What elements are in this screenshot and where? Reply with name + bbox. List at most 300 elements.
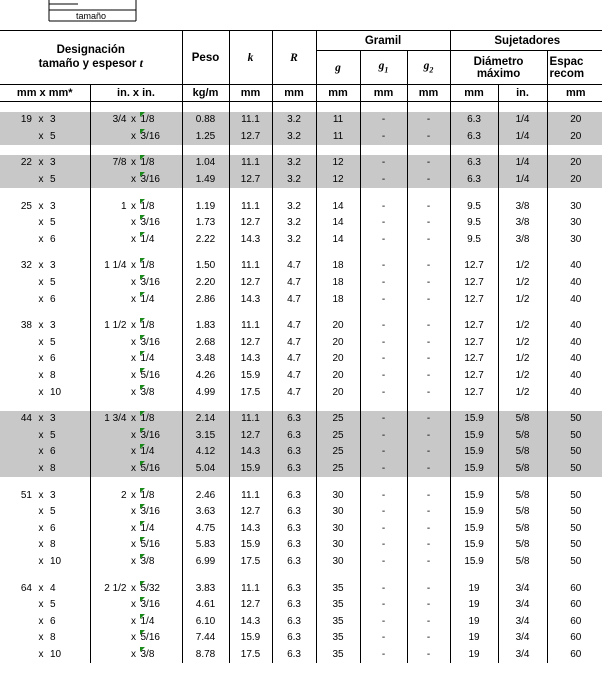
peso-cell: 7.44 (182, 630, 229, 647)
mm-part: x (38, 386, 44, 398)
spacer-cell (272, 308, 316, 318)
diametro-label: Diámetro (473, 55, 524, 68)
spacer-cell (0, 145, 90, 155)
spacer-cell (229, 570, 272, 580)
espac-cell: 50 (547, 461, 602, 478)
in-designation-cell (90, 291, 182, 308)
mm-part: x (38, 446, 44, 458)
table-row (0, 384, 602, 401)
g2-cell: - (407, 384, 450, 401)
k-cell: 17.5 (229, 647, 272, 664)
r-cell: 4.7 (272, 258, 316, 275)
in-designation-cell (90, 504, 182, 521)
spacer-cell (0, 477, 90, 487)
k-cell: 15.9 (229, 630, 272, 647)
g2-cell: - (407, 318, 450, 335)
peso-cell: 1.04 (182, 155, 229, 172)
spacer-cell (407, 570, 450, 580)
mm-designation-cell (0, 461, 90, 478)
g2-cell: - (407, 444, 450, 461)
g1-header (360, 51, 407, 85)
diam-mm-cell: 9.5 (450, 215, 498, 232)
spacer-cell (90, 145, 182, 155)
diam-mm-cell: 15.9 (450, 554, 498, 571)
peso-cell: 3.48 (182, 351, 229, 368)
mm-part: x (38, 217, 44, 229)
g1-cell: - (360, 411, 407, 428)
g2-cell: - (407, 630, 450, 647)
diam-mm-cell: 12.7 (450, 258, 498, 275)
spacer-cell (498, 570, 547, 580)
in-part: 1 1/2 (104, 320, 127, 332)
diam-in-cell: 3/8 (498, 198, 547, 215)
mm-designation-cell (0, 232, 90, 249)
r-cell: 3.2 (272, 198, 316, 215)
in-part: x (131, 615, 136, 627)
diam-in-cell: 5/8 (498, 428, 547, 445)
spacer-cell (316, 188, 360, 198)
spacer-cell (316, 145, 360, 155)
maximo-label: máximo (476, 67, 521, 80)
espac-cell: 50 (547, 504, 602, 521)
diam-in-cell: 1/4 (498, 172, 547, 189)
r-cell: 3.2 (272, 155, 316, 172)
g1-cell: - (360, 112, 407, 129)
diam-mm-cell: 6.3 (450, 129, 498, 146)
in-designation-cell (90, 411, 182, 428)
k-cell: 14.3 (229, 613, 272, 630)
table-row (0, 351, 602, 368)
unit-cell: mm (360, 85, 407, 102)
in-part: x (131, 233, 136, 245)
diam-in-cell: 1/2 (498, 335, 547, 352)
mm-part: 3 (50, 260, 56, 272)
spacer-cell (316, 570, 360, 580)
designation-title: Designación (56, 44, 125, 56)
mm-part: x (38, 615, 44, 627)
in-part: 3/8 (141, 647, 173, 663)
in-designation-cell (90, 630, 182, 647)
spacer-cell (0, 102, 90, 113)
in-part: 1/4 (141, 232, 173, 248)
g-cell: 35 (316, 597, 360, 614)
mm-designation-cell (0, 215, 90, 232)
table-row (0, 411, 602, 428)
espac-cell: 20 (547, 129, 602, 146)
spacer-cell (272, 145, 316, 155)
mm-part: x (38, 293, 44, 305)
mm-designation-cell (0, 129, 90, 146)
in-part: 1 1/4 (104, 260, 127, 272)
group-spacer (0, 145, 602, 155)
mm-designation-cell (0, 112, 90, 129)
in-part: 3/16 (141, 172, 173, 188)
diam-in-cell: 1/2 (498, 318, 547, 335)
diam-in-cell: 3/4 (498, 580, 547, 597)
spacer-cell (272, 248, 316, 258)
r-cell: 6.3 (272, 444, 316, 461)
mm-designation-cell (0, 291, 90, 308)
diam-mm-cell: 15.9 (450, 537, 498, 554)
g2-cell: - (407, 155, 450, 172)
in-part: 3/16 (141, 428, 173, 444)
diam-mm-cell: 19 (450, 580, 498, 597)
k-cell: 17.5 (229, 384, 272, 401)
espac-cell: 40 (547, 368, 602, 385)
spacer-cell (229, 308, 272, 318)
peso-cell: 1.50 (182, 258, 229, 275)
diam-mm-cell: 12.7 (450, 351, 498, 368)
spacer-cell (0, 188, 90, 198)
k-cell: 11.1 (229, 198, 272, 215)
r-cell: 6.3 (272, 487, 316, 504)
peso-cell: 1.19 (182, 198, 229, 215)
in-part: 1/8 (141, 199, 173, 215)
in-part: 1/4 (141, 292, 173, 308)
in-designation-cell (90, 384, 182, 401)
spacer-cell (90, 102, 182, 113)
g-cell: 30 (316, 504, 360, 521)
g-cell: 20 (316, 318, 360, 335)
g1-letter: g (378, 60, 385, 73)
in-part: 1/4 (141, 444, 173, 460)
in-designation-cell (90, 613, 182, 630)
espac-cell: 50 (547, 537, 602, 554)
g-cell: 35 (316, 613, 360, 630)
g2-cell: - (407, 232, 450, 249)
spacer-cell (229, 401, 272, 411)
r-cell: 3.2 (272, 112, 316, 129)
diam-mm-cell: 15.9 (450, 411, 498, 428)
r-cell: 3.2 (272, 215, 316, 232)
mm-part: x (38, 130, 44, 142)
in-part: 7/8 (112, 157, 127, 169)
mm-part: x (38, 277, 44, 289)
g1-cell: - (360, 384, 407, 401)
k-cell: 12.7 (229, 275, 272, 292)
mm-part: x (38, 599, 44, 611)
g2-cell: - (407, 554, 450, 571)
mm-designation-cell (0, 504, 90, 521)
r-cell: 6.3 (272, 647, 316, 664)
diam-in-cell: 3/4 (498, 647, 547, 664)
sujetadores-header: Sujetadores (450, 31, 602, 51)
espac-cell: 20 (547, 112, 602, 129)
in-part: 1/4 (141, 521, 173, 537)
spacer-cell (547, 401, 602, 411)
in-designation-cell (90, 428, 182, 445)
g2-cell: - (407, 291, 450, 308)
table-body (0, 102, 602, 664)
peso-cell: 4.75 (182, 520, 229, 537)
table-row (0, 291, 602, 308)
diam-in-cell: 1/2 (498, 384, 547, 401)
mm-designation-cell (0, 384, 90, 401)
in-part: x (131, 353, 136, 365)
diam-mm-cell: 15.9 (450, 504, 498, 521)
spacer-cell (498, 477, 547, 487)
g2-cell: - (407, 537, 450, 554)
g-cell: 18 (316, 275, 360, 292)
k-cell: 14.3 (229, 232, 272, 249)
g2-cell: - (407, 647, 450, 664)
g-cell: 12 (316, 172, 360, 189)
mm-part: x (38, 555, 44, 567)
mm-part: 5 (50, 174, 56, 186)
mm-designation-cell (0, 597, 90, 614)
designation-subtitle (0, 56, 182, 71)
mm-designation-cell (0, 411, 90, 428)
diagram-label: tamaño (76, 11, 107, 21)
in-part: 3/8 (141, 554, 173, 570)
spacer-cell (182, 188, 229, 198)
g1-sub: 1 (384, 65, 389, 75)
g1-cell: - (360, 172, 407, 189)
in-part: 2 1/2 (104, 582, 127, 594)
spacer-cell (360, 188, 407, 198)
g2-cell: - (407, 172, 450, 189)
peso-cell: 5.04 (182, 461, 229, 478)
mm-part: x (38, 522, 44, 534)
mm-designation-cell (0, 198, 90, 215)
in-designation-cell (90, 647, 182, 664)
spacer-cell (450, 401, 498, 411)
in-part: 1/8 (141, 155, 173, 171)
mm-part: 6 (50, 446, 56, 458)
g-cell: 25 (316, 428, 360, 445)
in-designation-cell (90, 580, 182, 597)
r-cell: 6.3 (272, 537, 316, 554)
in-part: x (131, 174, 136, 186)
peso-cell: 5.83 (182, 537, 229, 554)
g2-header (407, 51, 450, 85)
spacer-cell (316, 477, 360, 487)
table-row (0, 428, 602, 445)
mm-part: 22 (20, 157, 32, 169)
k-cell: 12.7 (229, 215, 272, 232)
diam-in-cell: 1/4 (498, 112, 547, 129)
group-spacer (0, 477, 602, 487)
spacer-cell (450, 188, 498, 198)
diam-mm-cell: 12.7 (450, 275, 498, 292)
in-designation-cell (90, 487, 182, 504)
mm-designation-cell (0, 428, 90, 445)
g-cell: 20 (316, 335, 360, 352)
in-part: 3/16 (141, 129, 173, 145)
spacer-cell (0, 570, 90, 580)
diam-mm-cell: 15.9 (450, 487, 498, 504)
spacer-cell (450, 570, 498, 580)
diam-mm-cell: 9.5 (450, 232, 498, 249)
mm-part: 51 (20, 489, 32, 501)
in-designation-cell (90, 232, 182, 249)
espac-cell: 40 (547, 258, 602, 275)
diam-mm-cell: 6.3 (450, 112, 498, 129)
r-header: R (272, 31, 316, 85)
in-part: x (131, 114, 136, 126)
g-cell: 35 (316, 580, 360, 597)
mm-designation-cell (0, 318, 90, 335)
mm-part: 6 (50, 615, 56, 627)
spacer-cell (547, 248, 602, 258)
group-spacer (0, 248, 602, 258)
g2-cell: - (407, 258, 450, 275)
in-part: 5/16 (141, 368, 173, 384)
g2-cell: - (407, 215, 450, 232)
g-cell: 25 (316, 461, 360, 478)
spacer-cell (547, 188, 602, 198)
spacer-cell (407, 477, 450, 487)
table-row (0, 275, 602, 292)
in-part: x (131, 506, 136, 518)
designation-header (0, 31, 182, 85)
mm-designation-cell (0, 630, 90, 647)
in-part: 1/8 (141, 411, 173, 427)
g1-cell: - (360, 487, 407, 504)
in-part: x (131, 260, 136, 272)
mm-part: x (38, 370, 44, 382)
espac-cell: 50 (547, 444, 602, 461)
peso-cell: 4.99 (182, 384, 229, 401)
diam-mm-cell: 15.9 (450, 461, 498, 478)
g-cell: 20 (316, 384, 360, 401)
mm-part: 5 (50, 429, 56, 441)
g2-cell: - (407, 487, 450, 504)
spacer-cell (498, 401, 547, 411)
in-part: x (131, 446, 136, 458)
k-cell: 14.3 (229, 520, 272, 537)
spacer-cell (450, 248, 498, 258)
diam-in-cell: 1/2 (498, 368, 547, 385)
g1-cell: - (360, 428, 407, 445)
mm-part: 3 (50, 114, 56, 126)
in-part: 3/4 (112, 114, 127, 126)
spacer-cell (450, 477, 498, 487)
diam-mm-cell: 6.3 (450, 155, 498, 172)
diam-in-cell: 5/8 (498, 520, 547, 537)
g1-cell: - (360, 613, 407, 630)
k-cell: 12.7 (229, 504, 272, 521)
spacer-cell (272, 401, 316, 411)
peso-cell: 1.49 (182, 172, 229, 189)
r-cell: 4.7 (272, 368, 316, 385)
spacer-cell (450, 102, 498, 113)
in-part: x (131, 200, 136, 212)
table-row (0, 554, 602, 571)
espac-label: Espac (549, 55, 584, 68)
g2-cell: - (407, 198, 450, 215)
diam-in-cell: 5/8 (498, 444, 547, 461)
diam-in-cell: 3/4 (498, 630, 547, 647)
espac-cell: 30 (547, 232, 602, 249)
g1-cell: - (360, 520, 407, 537)
table-row (0, 537, 602, 554)
spacer-cell (547, 570, 602, 580)
in-part: x (131, 429, 136, 441)
units-row (0, 85, 602, 102)
g1-cell: - (360, 461, 407, 478)
g-cell: 11 (316, 129, 360, 146)
in-part: 1/8 (141, 318, 173, 334)
mm-part: 10 (50, 555, 62, 567)
mm-part: 8 (50, 462, 56, 474)
r-cell: 3.2 (272, 129, 316, 146)
g-cell: 14 (316, 232, 360, 249)
g2-cell: - (407, 129, 450, 146)
g1-cell: - (360, 198, 407, 215)
espac-cell: 60 (547, 647, 602, 664)
r-cell: 6.3 (272, 554, 316, 571)
mm-part: x (38, 648, 44, 660)
espac-cell: 60 (547, 630, 602, 647)
spacer-cell (407, 145, 450, 155)
diam-mm-cell: 12.7 (450, 318, 498, 335)
peso-cell: 0.88 (182, 112, 229, 129)
spacer-cell (0, 401, 90, 411)
g2-cell: - (407, 411, 450, 428)
spacer-cell (407, 308, 450, 318)
diam-mm-cell: 15.9 (450, 444, 498, 461)
unit-cell: mm (407, 85, 450, 102)
g1-cell: - (360, 155, 407, 172)
spacer-cell (360, 477, 407, 487)
group-spacer (0, 308, 602, 318)
mm-part: 3 (50, 157, 56, 169)
espac-cell: 40 (547, 335, 602, 352)
mm-part: x (38, 200, 44, 212)
g1-cell: - (360, 444, 407, 461)
g1-cell: - (360, 630, 407, 647)
g1-cell: - (360, 537, 407, 554)
g-cell: 14 (316, 215, 360, 232)
spacer-cell (182, 248, 229, 258)
r-cell: 6.3 (272, 461, 316, 478)
g2-cell: - (407, 275, 450, 292)
diam-mm-cell: 19 (450, 597, 498, 614)
spacer-cell (360, 102, 407, 113)
designation-var: t (139, 56, 143, 70)
k-cell: 14.3 (229, 351, 272, 368)
r-cell: 4.7 (272, 351, 316, 368)
mm-part: 10 (50, 648, 62, 660)
diam-in-cell: 1/4 (498, 155, 547, 172)
spacer-cell (90, 477, 182, 487)
mm-designation-cell (0, 444, 90, 461)
mm-part: x (38, 413, 44, 425)
mm-part: 6 (50, 293, 56, 305)
k-header: k (229, 31, 272, 85)
spacer-cell (272, 477, 316, 487)
mm-designation-cell (0, 258, 90, 275)
spacer-cell (0, 308, 90, 318)
peso-cell: 3.63 (182, 504, 229, 521)
table-row (0, 613, 602, 630)
g-cell: 20 (316, 351, 360, 368)
mm-part: x (38, 632, 44, 644)
table-row (0, 487, 602, 504)
spacer-cell (547, 102, 602, 113)
in-part: x (131, 370, 136, 382)
in-part: 5/16 (141, 537, 173, 553)
table-row (0, 112, 602, 129)
mm-part: 5 (50, 277, 56, 289)
g-cell: 35 (316, 647, 360, 664)
spacer-cell (90, 188, 182, 198)
g2-cell: - (407, 504, 450, 521)
mm-designation-cell (0, 537, 90, 554)
mm-part: 5 (50, 217, 56, 229)
spacer-cell (90, 248, 182, 258)
